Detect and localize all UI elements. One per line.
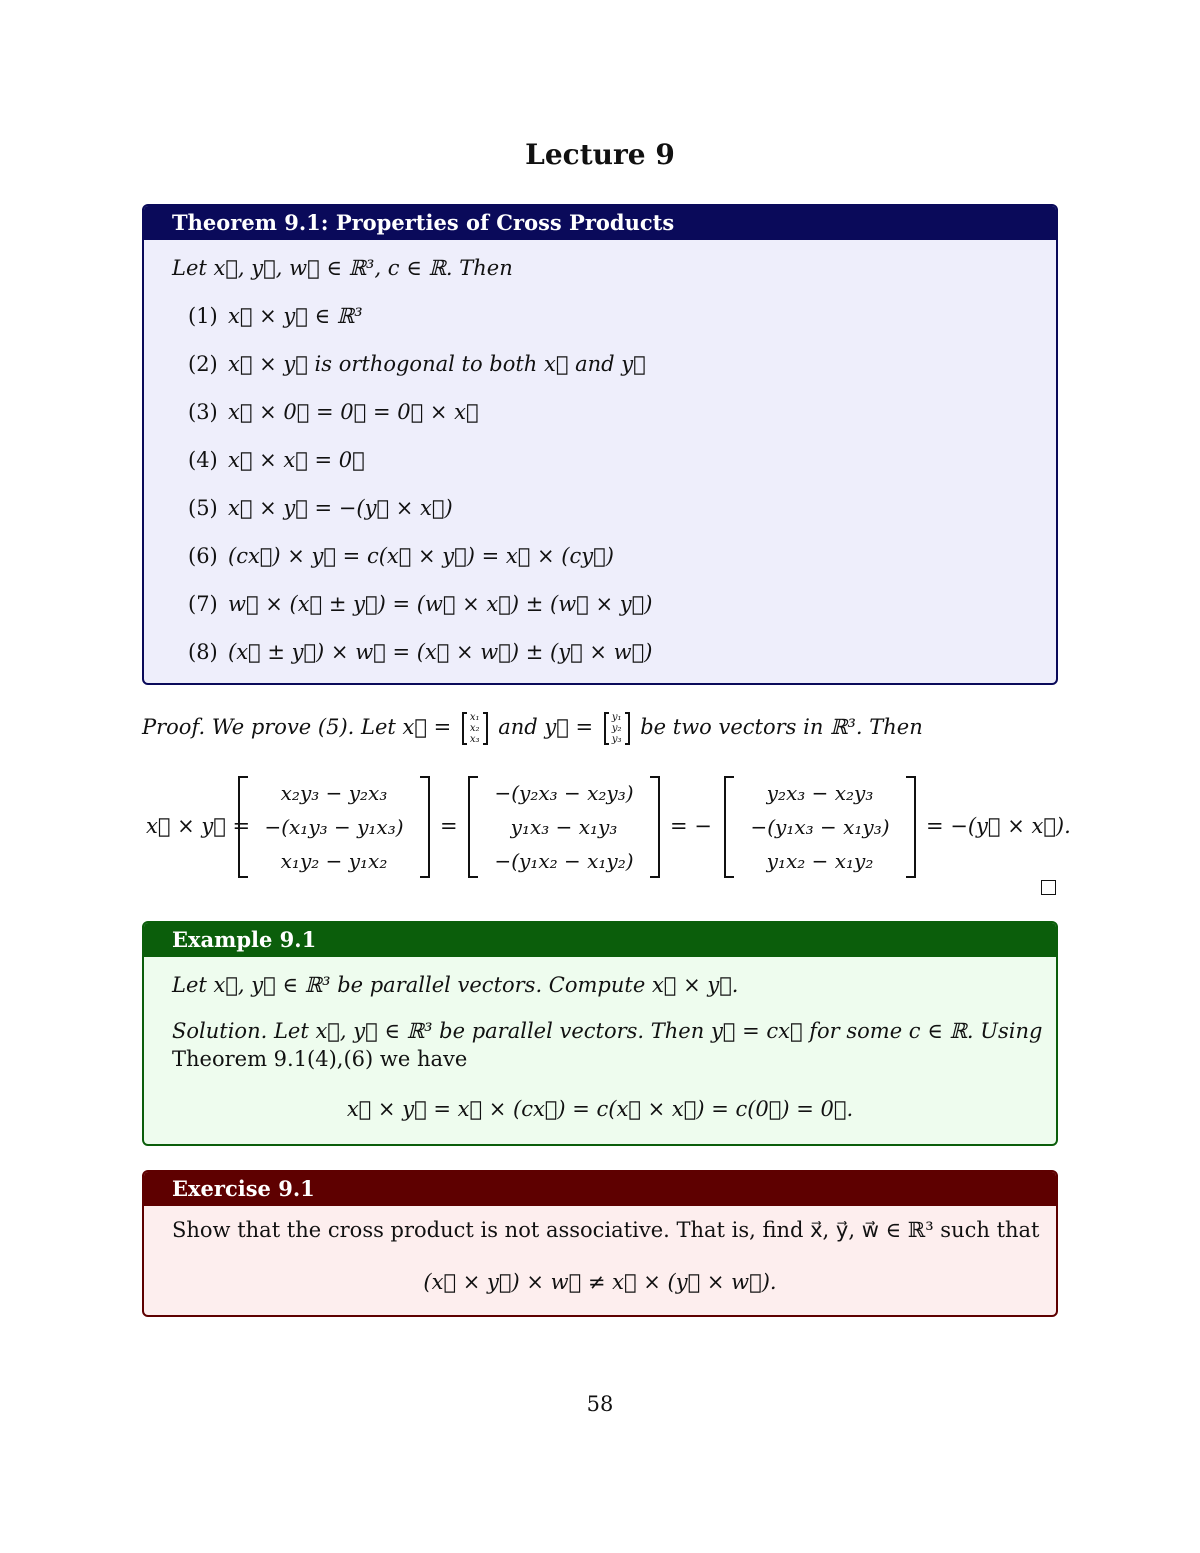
- matrix-entry: y₁x₃ − x₁y₃: [510, 815, 618, 839]
- equation-rhs: = −(y⃗ × x⃗).: [926, 814, 1071, 838]
- x-vec-entry: x₁: [469, 712, 480, 723]
- matrix-entry: −(x₁y₃ − y₁x₃): [264, 815, 404, 839]
- matrix-entry: x₁y₂ − y₁x₂: [280, 849, 388, 873]
- equals-sign: =: [440, 814, 458, 838]
- theorem-item-1: [188, 304, 363, 328]
- example-box: [142, 921, 1058, 1146]
- matrix-2: [468, 776, 660, 878]
- theorem-item-6: [188, 544, 614, 568]
- exercise-equation: (x⃗ × y⃗) × w⃗ ≠ x⃗ × (y⃗ × w⃗).: [423, 1270, 777, 1294]
- proof-equation: [142, 776, 1071, 878]
- theorem-item-5: [188, 496, 453, 520]
- matrix-entry: −(y₁x₃ − x₁y₃): [750, 815, 890, 839]
- item-text: x⃗ × y⃗ = −(y⃗ × x⃗): [228, 496, 453, 520]
- item-text: x⃗ × 0⃗ = 0⃗ = 0⃗ × x⃗: [228, 400, 479, 424]
- theorem-item-7: [188, 592, 652, 616]
- x-vec-entry: x₃: [469, 734, 480, 745]
- item-text: x⃗ × y⃗ ∈ ℝ³: [228, 304, 363, 328]
- matrix-3: [724, 776, 916, 878]
- example-solution-line-2: Theorem 9.1(4),(6) we have: [172, 1047, 468, 1071]
- item-text: w⃗ × (x⃗ ± y⃗) = (w⃗ × x⃗) ± (w⃗ × y⃗): [228, 592, 653, 616]
- item-number: (4): [188, 448, 218, 472]
- item-number: (7): [188, 592, 218, 616]
- x-column-vector: [462, 712, 488, 745]
- theorem-item-8: [188, 640, 652, 664]
- proof-text-3: be two vectors in ℝ³. Then: [640, 715, 923, 739]
- proof-text-1: We prove (5). Let x⃗ =: [211, 715, 452, 739]
- solution-text: Let x⃗, y⃗ ∈ ℝ³ be parallel vectors. Then y⃗ = cx⃗ for some c ∈ ℝ. Using: [273, 1019, 1043, 1043]
- example-prompt: Let x⃗, y⃗ ∈ ℝ³ be parallel vectors. Compute x⃗ × y⃗.: [172, 973, 739, 997]
- item-text: x⃗ × y⃗ is orthogonal to both x⃗ and y⃗: [228, 352, 646, 376]
- exercise-header: Exercise 9.1: [144, 1172, 1056, 1206]
- equals-minus-sign: = −: [670, 814, 712, 838]
- item-number: (1): [188, 304, 218, 328]
- proof-text-2: and y⃗ =: [498, 715, 594, 739]
- y-vec-entry: y₃: [611, 734, 622, 745]
- item-text: (cx⃗) × y⃗ = c(x⃗ × y⃗) = x⃗ × (cy⃗): [228, 544, 614, 568]
- matrix-entry: −(y₂x₃ − x₂y₃): [494, 781, 634, 805]
- matrix-entry: x₂y₃ − y₂x₃: [280, 781, 388, 805]
- equation-lhs: x⃗ × y⃗ =: [146, 814, 251, 838]
- example-header: Example 9.1: [144, 923, 1056, 957]
- example-solution-line-1: [172, 1019, 1042, 1043]
- item-number: (2): [188, 352, 218, 376]
- proof-label: Proof.: [142, 715, 206, 739]
- x-vec-entry: x₂: [469, 723, 480, 734]
- item-text: x⃗ × x⃗ = 0⃗: [228, 448, 365, 472]
- item-number: (5): [188, 496, 218, 520]
- solution-label: Solution.: [172, 1019, 268, 1043]
- exercise-text: Show that the cross product is not associative. That is, find x⃗, y⃗, w⃗ ∈ ℝ³ such that: [172, 1218, 1040, 1242]
- item-number: (3): [188, 400, 218, 424]
- page-title: Lecture 9: [525, 138, 675, 171]
- example-equation: x⃗ × y⃗ = x⃗ × (cx⃗) = c(x⃗ × x⃗) = c(0⃗) = 0⃗.: [346, 1097, 854, 1121]
- y-vec-entry: y₂: [611, 723, 622, 734]
- theorem-intro: Let x⃗, y⃗, w⃗ ∈ ℝ³, c ∈ ℝ. Then: [172, 256, 513, 280]
- theorem-item-4: [188, 448, 365, 472]
- theorem-header: Theorem 9.1: Properties of Cross Products: [144, 206, 1056, 240]
- qed-square-icon: [1041, 880, 1056, 895]
- theorem-box: [142, 204, 1058, 685]
- proof-statement: [142, 712, 923, 745]
- theorem-item-2: [188, 352, 646, 376]
- matrix-1: [238, 776, 430, 878]
- y-vec-entry: y₁: [611, 712, 622, 723]
- theorem-item-3: [188, 400, 479, 424]
- page-number: 58: [586, 1392, 614, 1416]
- exercise-box: [142, 1170, 1058, 1317]
- item-number: (6): [188, 544, 218, 568]
- item-text: (x⃗ ± y⃗) × w⃗ = (x⃗ × w⃗) ± (y⃗ × w⃗): [228, 640, 653, 664]
- y-column-vector: [604, 712, 630, 745]
- matrix-entry: −(y₁x₂ − x₁y₂): [494, 849, 634, 873]
- matrix-entry: y₂x₃ − x₂y₃: [766, 781, 874, 805]
- matrix-entry: y₁x₂ − x₁y₂: [766, 849, 874, 873]
- item-number: (8): [188, 640, 218, 664]
